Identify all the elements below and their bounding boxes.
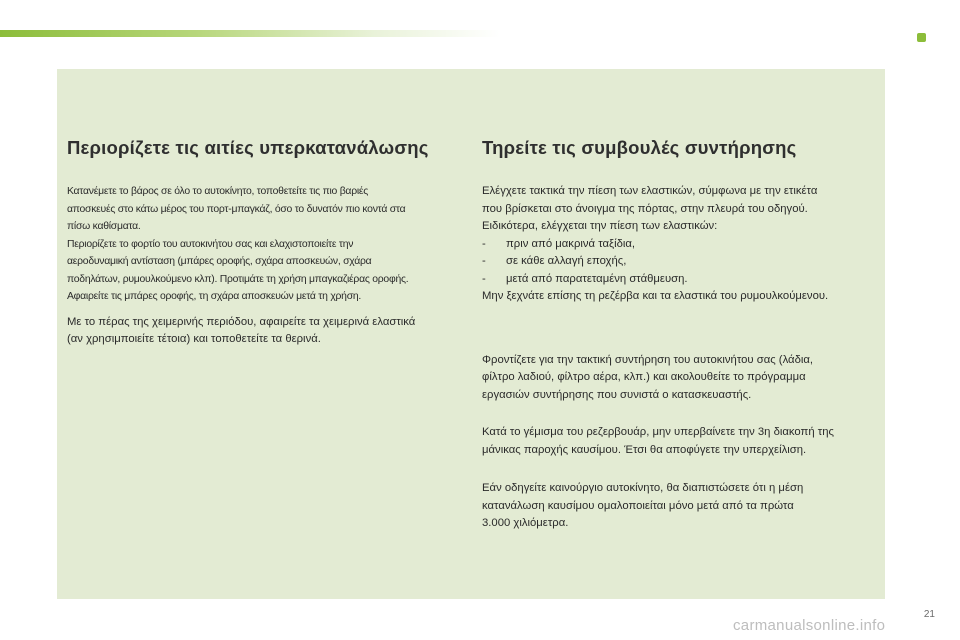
- text-line: φίλτρο λαδιού, φίλτρο αέρα, κλπ.) και ακολουθείτε το πρόγραμμα: [482, 371, 806, 383]
- text-line: Εάν οδηγείτε καινούργιο αυτοκίνητο, θα διαπιστώσετε ότι η μέση: [482, 482, 804, 494]
- left-column: [67, 137, 462, 349]
- list-item-text: μετά από παρατεταμένη στάθμευση.: [506, 272, 688, 285]
- right-column: [482, 137, 877, 533]
- spacer: [67, 306, 462, 314]
- text-line: εργασιών συντήρησης που συνιστά ο κατασκευαστής.: [482, 388, 752, 401]
- list-dash: -: [482, 272, 486, 285]
- list-item: [482, 253, 877, 271]
- fuel-filling-paragraph: [482, 424, 877, 459]
- top-accent-bar: [0, 30, 500, 37]
- right-heading: Τηρείτε τις συμβουλές συντήρησης: [482, 137, 797, 158]
- spacer: [482, 459, 877, 480]
- text-line: πίσω καθίσματα.: [67, 221, 141, 232]
- left-heading: Περιορίζετε τις αιτίες υπερκατανάλωσης: [67, 137, 429, 158]
- text-line: αποσκευές στο κάτω μέρος του πορτ-μπαγκάζ, όσο το δυνατόν πιο κοντά στα: [67, 203, 406, 215]
- page-number: 21: [923, 609, 935, 620]
- spacer: [482, 404, 877, 424]
- text-line: κατανάλωση καυσίμου ομαλοποιείται μόνο μετά από τα πρώτα: [482, 499, 794, 512]
- list-item-text: πριν από μακρινά ταξίδια,: [506, 237, 636, 250]
- list-dash: -: [482, 255, 486, 267]
- tyre-pressure-paragraph: [482, 183, 877, 306]
- list-item: [482, 236, 877, 254]
- left-paragraph-2: [67, 314, 462, 349]
- text-line: Κατανέμετε το βάρος σε όλο το αυτοκίνητο, τοποθετείτε τις πιο βαριές: [67, 186, 369, 197]
- text-line: Αφαιρείτε τις μπάρες οροφής, τη σχάρα αποσκευών μετά τη χρήση.: [67, 291, 362, 302]
- list-item-text: σε κάθε αλλαγή εποχής,: [506, 255, 627, 267]
- check-list: [482, 236, 877, 289]
- text-line: Ελέγχετε τακτικά την πίεση των ελαστικών, σύμφωνα με την ετικέτα: [482, 185, 818, 197]
- text-line: Κατά το γέμισμα του ρεζερβουάρ, μην υπερβαίνετε την 3η διακοπή της: [482, 426, 834, 438]
- new-car-paragraph: [482, 480, 877, 533]
- text-line: Μην ξεχνάτε επίσης τη ρεζέρβα και τα ελαστικά του ρυμουλκούμενου.: [482, 290, 829, 302]
- text-line: Φροντίζετε για την τακτική συντήρηση του αυτοκινήτου σας (λάδια,: [482, 353, 814, 366]
- watermark: carmanualsonline.info: [733, 617, 886, 634]
- corner-marker: [917, 33, 926, 42]
- maintenance-paragraph: [482, 352, 877, 405]
- text-line: 3.000 χιλιόμετρα.: [482, 517, 569, 529]
- text-line: Ειδικότερα, ελέγχεται την πίεση των ελαστικών:: [482, 220, 718, 232]
- text-line: που βρίσκεται στο άνοιγμα της πόρτας, στην πλευρά του οδηγού.: [482, 202, 808, 215]
- spacer: [482, 306, 877, 352]
- list-dash: -: [482, 237, 486, 250]
- text-line: αεροδυναμική αντίσταση (μπάρες οροφής, σχάρα αποσκευών, σχάρα: [67, 256, 372, 267]
- list-item: [482, 271, 877, 289]
- left-paragraph-1: [67, 183, 462, 306]
- text-line: μάνικας παροχής καυσίμου. Έτσι θα αποφύγετε την υπερχείλιση.: [482, 443, 807, 456]
- text-line: (αν χρησιμποιείτε τέτοια) και τοποθετείτε τα θερινά.: [67, 333, 321, 345]
- text-line: ποδηλάτων, ρυμουλκούμενο κλπ). Προτιμάτε τη χρήση μπαγκαζιέρας οροφής.: [67, 273, 409, 285]
- text-line: Με το πέρας της χειμερινής περιόδου, αφαιρείτε τα χειμερινά ελαστικά: [67, 315, 416, 328]
- text-line: Περιορίζετε το φορτίο του αυτοκινήτου σας και ελαχιστοποιείτε την: [67, 238, 354, 250]
